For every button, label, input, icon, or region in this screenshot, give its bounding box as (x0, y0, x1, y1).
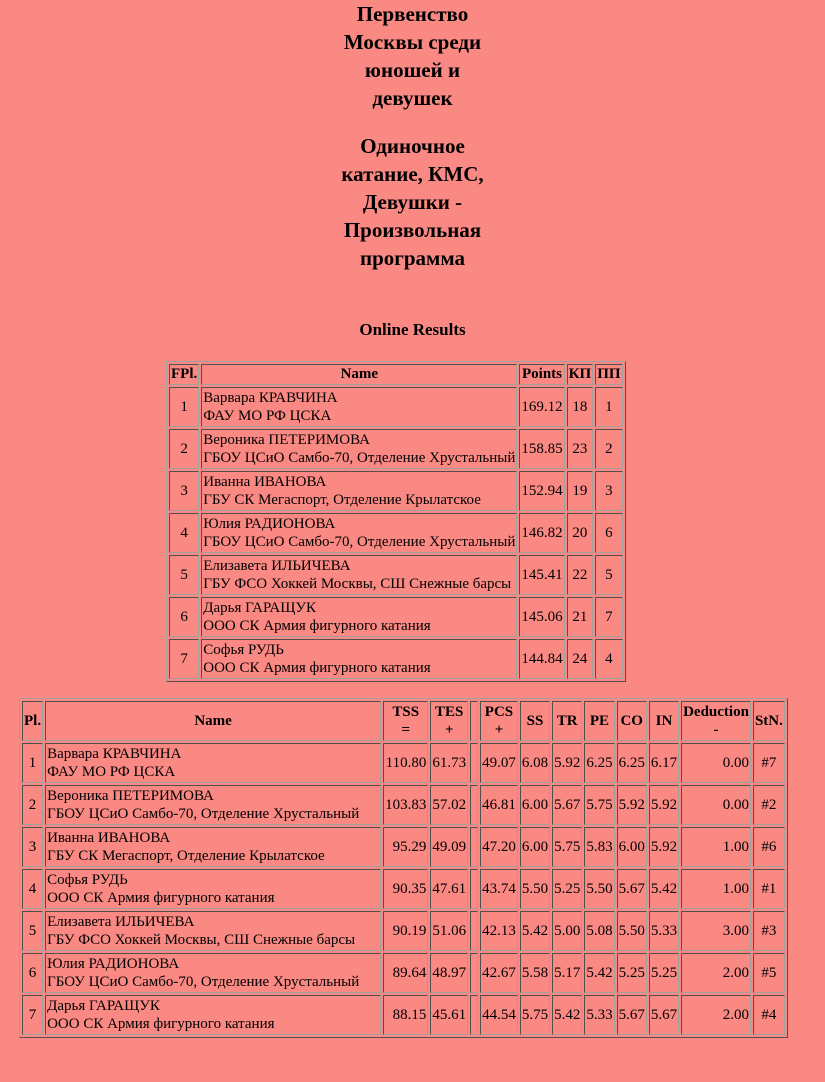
tes-value: 45.61 (430, 995, 468, 1035)
pcs-value: 47.20 (480, 827, 518, 867)
tes-value: 47.61 (430, 869, 468, 909)
ss-value: 5.50 (520, 869, 550, 909)
results-header-row (169, 364, 623, 385)
tes-label: TES (435, 704, 464, 720)
competitor-club: ООО СК Армия фигурного катания (203, 618, 431, 634)
competitor-name: Варвара КРАВЧИНА (203, 390, 338, 406)
tr-value: 5.42 (552, 995, 582, 1035)
tr-value: 5.67 (552, 785, 582, 825)
competitor-cell (45, 911, 381, 951)
pcs-sign: + (494, 722, 504, 738)
col-tes (430, 701, 468, 741)
competitor-club: ГБОУ ЦСиО Самбо-70, Отделение Хрустальный (47, 806, 360, 822)
competitor-cell (45, 785, 381, 825)
short-program-place: 22 (567, 555, 594, 595)
tss-value: 110.80 (383, 743, 428, 783)
competitor-cell (45, 995, 381, 1035)
col-stn: StN. (753, 701, 785, 741)
competitor-club: ООО СК Армия фигурного катания (47, 1016, 275, 1032)
pcs-value: 44.54 (480, 995, 518, 1035)
col-co: CO (617, 701, 647, 741)
competitor-name: Дарья ГАРАЩУК (203, 600, 317, 616)
pe-value: 5.42 (584, 953, 614, 993)
start-number: #4 (753, 995, 785, 1035)
competitor-name: Юлия РАДИОНОВА (203, 516, 336, 532)
segment-row (22, 995, 785, 1035)
segment-row (22, 785, 785, 825)
segment-header-row (22, 701, 785, 741)
col-pl: Pl. (22, 701, 43, 741)
col-fpl: FPl. (169, 364, 199, 385)
col-tr: TR (552, 701, 582, 741)
competitor-name: Варвара КРАВЧИНА (47, 746, 182, 762)
col-points: Points (519, 364, 564, 385)
co-value: 5.67 (617, 995, 647, 1035)
points: 158.85 (519, 429, 564, 469)
deduction-value: 1.00 (681, 869, 751, 909)
results-row (169, 597, 623, 637)
competitor-club: ФАУ МО РФ ЦСКА (203, 408, 332, 424)
competitor-name: Дарья ГАРАЩУК (47, 998, 160, 1014)
competition-title: Первенство Москвы среди юношей и девушек (343, 2, 482, 110)
competitor-cell (201, 555, 517, 595)
competitor-club: ФАУ МО РФ ЦСКА (47, 764, 176, 780)
page-header (323, 0, 503, 341)
tes-value: 61.73 (430, 743, 468, 783)
col-kp: КП (567, 364, 594, 385)
col-blank (470, 701, 478, 741)
tes-value: 57.02 (430, 785, 468, 825)
deduction-value: 2.00 (681, 953, 751, 993)
co-value: 5.25 (617, 953, 647, 993)
competitor-cell (45, 743, 381, 783)
tss-value: 103.83 (383, 785, 428, 825)
free-program-place: 3 (595, 471, 622, 511)
points: 152.94 (519, 471, 564, 511)
competitor-cell (45, 827, 381, 867)
free-program-place: 6 (595, 513, 622, 553)
blank-cell (470, 953, 478, 993)
competitor-club: ГБОУ ЦСиО Самбо-70, Отделение Хрустальный (203, 534, 516, 550)
pcs-label: PCS (484, 704, 514, 720)
ss-value: 6.00 (520, 785, 550, 825)
final-place: 1 (169, 387, 199, 427)
tss-value: 95.29 (383, 827, 428, 867)
tes-value: 51.06 (430, 911, 468, 951)
final-place: 7 (169, 639, 199, 679)
pcs-value: 42.13 (480, 911, 518, 951)
results-row (169, 555, 623, 595)
in-value: 5.92 (649, 827, 679, 867)
start-number: #2 (753, 785, 785, 825)
place: 7 (22, 995, 43, 1035)
blank-cell (470, 743, 478, 783)
competitor-cell (201, 513, 517, 553)
free-program-place: 2 (595, 429, 622, 469)
competitor-club: ГБОУ ЦСиО Самбо-70, Отделение Хрустальный (47, 974, 360, 990)
segment-row (22, 953, 785, 993)
competitor-cell (201, 429, 517, 469)
competitor-name: Иванна ИВАНОВА (203, 474, 327, 490)
co-value: 5.92 (617, 785, 647, 825)
ss-value: 6.00 (520, 827, 550, 867)
col-deduction (681, 701, 751, 741)
final-place: 2 (169, 429, 199, 469)
short-program-place: 24 (567, 639, 594, 679)
competitor-club: ГБУ ФСО Хоккей Москвы, СШ Снежные барсы (47, 932, 356, 948)
competitor-club: ГБУ СК Мегаспорт, Отделение Крылатское (47, 848, 325, 864)
ss-value: 5.75 (520, 995, 550, 1035)
col-tss (383, 701, 428, 741)
ss-value: 5.42 (520, 911, 550, 951)
points: 145.06 (519, 597, 564, 637)
co-value: 6.00 (617, 827, 647, 867)
in-value: 5.25 (649, 953, 679, 993)
segment-results-table (19, 698, 788, 1038)
competitor-name: Елизавета ИЛЬИЧЕВА (47, 914, 195, 930)
tss-value: 88.15 (383, 995, 428, 1035)
pe-value: 6.25 (584, 743, 614, 783)
pe-value: 5.08 (584, 911, 614, 951)
competitor-name: Вероника ПЕТЕРИМОВА (47, 788, 214, 804)
competitor-name: Софья РУДЬ (203, 642, 284, 658)
results-row (169, 471, 623, 511)
tr-value: 5.75 (552, 827, 582, 867)
free-program-place: 1 (595, 387, 622, 427)
col-pcs (480, 701, 518, 741)
blank-cell (470, 869, 478, 909)
segment-row (22, 911, 785, 951)
competitor-cell (201, 387, 517, 427)
short-program-place: 23 (567, 429, 594, 469)
segment-row (22, 827, 785, 867)
pcs-value: 49.07 (480, 743, 518, 783)
pe-value: 5.83 (584, 827, 614, 867)
pcs-value: 43.74 (480, 869, 518, 909)
co-value: 5.50 (617, 911, 647, 951)
in-value: 5.92 (649, 785, 679, 825)
pe-value: 5.50 (584, 869, 614, 909)
col-pe: PE (584, 701, 614, 741)
place: 3 (22, 827, 43, 867)
pcs-value: 46.81 (480, 785, 518, 825)
results-row (169, 513, 623, 553)
final-place: 6 (169, 597, 199, 637)
place: 5 (22, 911, 43, 951)
co-value: 6.25 (617, 743, 647, 783)
place: 6 (22, 953, 43, 993)
tr-value: 5.00 (552, 911, 582, 951)
free-program-place: 5 (595, 555, 622, 595)
overall-results-table (166, 361, 626, 682)
col-name: Name (45, 701, 381, 741)
segment-row (22, 869, 785, 909)
deduction-value: 0.00 (681, 743, 751, 783)
in-value: 5.67 (649, 995, 679, 1035)
tes-sign: + (444, 722, 454, 738)
start-number: #6 (753, 827, 785, 867)
ss-value: 5.58 (520, 953, 550, 993)
competitor-club: ГБУ СК Мегаспорт, Отделение Крылатское (203, 492, 481, 508)
competitor-name: Юлия РАДИОНОВА (47, 956, 180, 972)
start-number: #5 (753, 953, 785, 993)
short-program-place: 21 (567, 597, 594, 637)
short-program-place: 20 (567, 513, 594, 553)
competitor-cell (45, 869, 381, 909)
points: 144.84 (519, 639, 564, 679)
tr-value: 5.17 (552, 953, 582, 993)
in-value: 6.17 (649, 743, 679, 783)
tes-value: 49.09 (430, 827, 468, 867)
tss-value: 90.35 (383, 869, 428, 909)
points: 169.12 (519, 387, 564, 427)
final-place: 5 (169, 555, 199, 595)
competitor-cell (201, 597, 517, 637)
final-place: 4 (169, 513, 199, 553)
pe-value: 5.75 (584, 785, 614, 825)
competitor-cell (201, 639, 517, 679)
competitor-name: Елизавета ИЛЬИЧЕВА (203, 558, 351, 574)
blank-cell (470, 995, 478, 1035)
competitor-name: Вероника ПЕТЕРИМОВА (203, 432, 370, 448)
deduction-value: 3.00 (681, 911, 751, 951)
blank-cell (470, 785, 478, 825)
tes-value: 48.97 (430, 953, 468, 993)
ss-value: 6.08 (520, 743, 550, 783)
pcs-value: 42.67 (480, 953, 518, 993)
results-row (169, 639, 623, 679)
tr-value: 5.92 (552, 743, 582, 783)
deduction-sign: - (713, 722, 719, 738)
col-name: Name (201, 364, 517, 385)
free-program-place: 7 (595, 597, 622, 637)
points: 146.82 (519, 513, 564, 553)
competitor-name: Софья РУДЬ (47, 872, 128, 888)
col-ss: SS (520, 701, 550, 741)
place: 4 (22, 869, 43, 909)
col-in: IN (649, 701, 679, 741)
tr-value: 5.25 (552, 869, 582, 909)
competitor-club: ГБОУ ЦСиО Самбо-70, Отделение Хрустальный (203, 450, 516, 466)
segment-row (22, 743, 785, 783)
competitor-club: ООО СК Армия фигурного катания (47, 890, 275, 906)
results-row (169, 387, 623, 427)
tss-value: 90.19 (383, 911, 428, 951)
pe-value: 5.33 (584, 995, 614, 1035)
competitor-club: ГБУ ФСО Хоккей Москвы, СШ Снежные барсы (203, 576, 512, 592)
start-number: #3 (753, 911, 785, 951)
in-value: 5.42 (649, 869, 679, 909)
deduction-value: 2.00 (681, 995, 751, 1035)
event-title: Одиночное катание, КМС, Девушки - Произвольная программа (341, 134, 484, 270)
competitor-name: Иванна ИВАНОВА (47, 830, 171, 846)
free-program-place: 4 (595, 639, 622, 679)
deduction-label: Deduction (683, 704, 749, 720)
deduction-value: 0.00 (681, 785, 751, 825)
place: 1 (22, 743, 43, 783)
in-value: 5.33 (649, 911, 679, 951)
results-subtitle: Online Results (359, 320, 466, 339)
short-program-place: 18 (567, 387, 594, 427)
tss-value: 89.64 (383, 953, 428, 993)
competitor-club: ООО СК Армия фигурного катания (203, 660, 431, 676)
deduction-value: 1.00 (681, 827, 751, 867)
col-pp: ПП (595, 364, 622, 385)
points: 145.41 (519, 555, 564, 595)
start-number: #1 (753, 869, 785, 909)
competitor-cell (201, 471, 517, 511)
tss-sign: = (401, 722, 410, 738)
results-row (169, 429, 623, 469)
final-place: 3 (169, 471, 199, 511)
tss-label: TSS (392, 704, 420, 720)
co-value: 5.67 (617, 869, 647, 909)
competitor-cell (45, 953, 381, 993)
short-program-place: 19 (567, 471, 594, 511)
start-number: #7 (753, 743, 785, 783)
place: 2 (22, 785, 43, 825)
blank-cell (470, 911, 478, 951)
blank-cell (470, 827, 478, 867)
